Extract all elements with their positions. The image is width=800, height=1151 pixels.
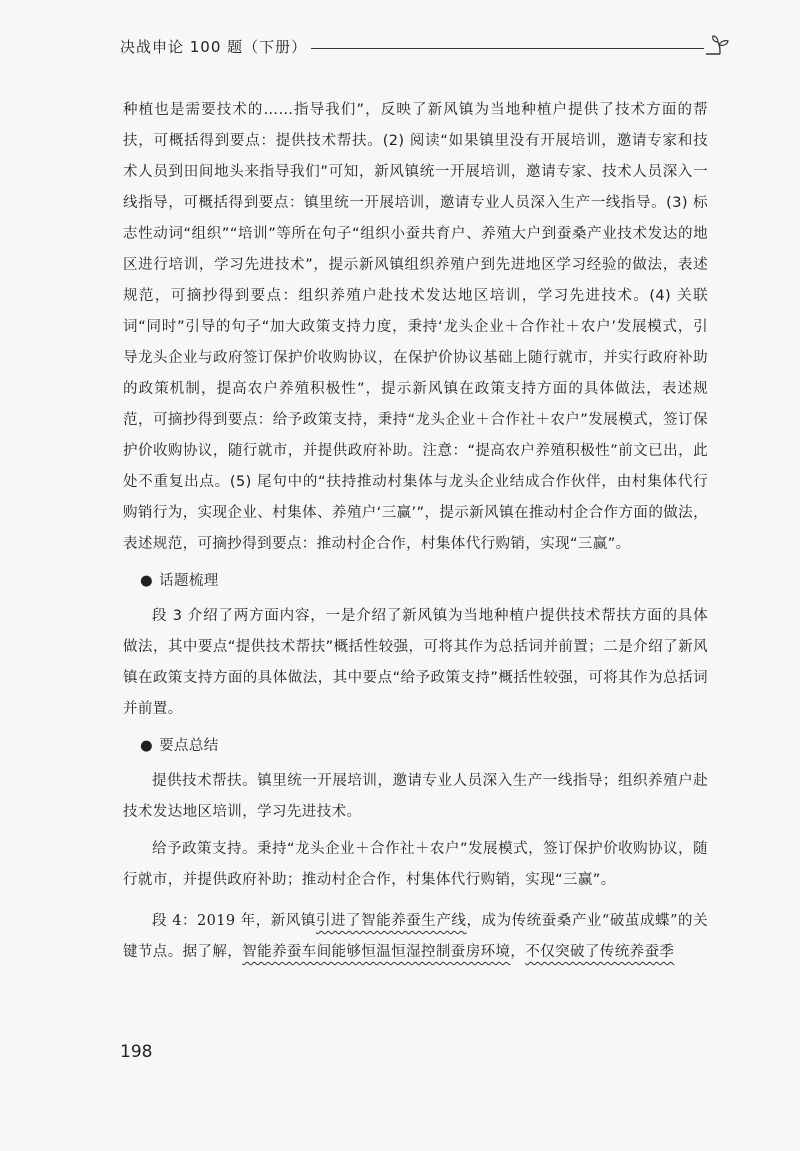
summary-point-2: 给予政策支持。秉持“龙头企业＋合作社＋农户”发展模式，签订保护价收购协议，随行就市，并提供政府补助；推动村企合作，村集体代行购销，实现“三赢”。 xyxy=(123,841,708,888)
summary-heading-text: 要点总结 xyxy=(159,738,219,754)
p4-underline-2: 智能养蚕车间能够恒温恒湿控制蚕房环境 xyxy=(242,944,511,960)
p4-underline-1: 引进了智能养蚕生产线 xyxy=(315,913,467,929)
summary-heading xyxy=(140,731,708,762)
paragraph-4 xyxy=(123,906,708,968)
bullet-icon: ● xyxy=(140,573,154,589)
topic-heading xyxy=(140,566,708,597)
analysis-paragraph: 种植也是需要技术的……指导我们”，反映了新风镇为当地种植户提供了技术方面的帮扶，可概括得到要点：提供技术帮扶。(2) 阅读“如果镇里没有开展培训，邀请专家和技术人员到田间地头来指导我们”可知，新风镇统一开展培训，邀请专家、技术人员深入一线指导，可概括得到要点：镇里统一开展培训，邀请专业人员深入生产一线指导。(3) 标志性动词“组织”“培训”等所在句子“组织小蚕共育户、养殖大户到蚕桑产业技术发达的地区进行培训，学习先进技术”，提示新风镇组织养殖户到先进地区学习经验的做法，表述规范，可摘抄得到要点：组织养殖户赴技术发达地区培训，学习先进技术。(4) 关联词“同时”引导的句子“加大政策支持力度，秉持‘龙头企业＋合作社＋农户’发展模式，引导龙头企业与政府签订保护价收购协议，在保护价协议基础上随行就市，并实行政府补助的政策机制，提高农户养殖积极性”，提示新风镇在政策支持方面的具体做法，表述规范，可摘抄得到要点：给予政策支持，秉持“龙头企业＋合作社＋农户”发展模式，签订保护价收购协议，随行就市，并提供政府补助。注意：“提高农户养殖积极性”前文已出，此处不重复出点。(5) 尾句中的“扶持推动村集体与龙头企业结成合作伙伴，由村集体代行购销行为，实现企业、村集体、养殖户‘三赢’”，提示新风镇在推动村企合作方面的做法，表述规范，可摘抄得到要点：推动村企合作，村集体代行购销，实现“三赢”。 xyxy=(123,102,708,552)
bullet-icon: ● xyxy=(140,738,154,754)
book-title: 决战申论 100 题（下册） xyxy=(120,37,308,56)
topic-heading-text: 话题梳理 xyxy=(159,573,219,589)
running-header xyxy=(120,34,730,58)
page-number: 198 xyxy=(120,1042,153,1062)
topic-paragraph: 段 3 介绍了两方面内容，一是介绍了新风镇为当地种植户提供技术帮扶方面的具体做法，其中要点“提供技术帮扶”概括性较强，可将其作为总括词并前置；二是介绍了新风镇在政策支持方面的具体做法，其中要点“给予政策支持”概括性较强，可将其作为总括词并前置。 xyxy=(123,608,708,717)
p4-underline-3: 不仅突破了传统养蚕季 xyxy=(525,944,675,960)
p4-prefix: 段 4：2019 年，新风镇 xyxy=(152,913,316,929)
sprout-icon xyxy=(704,33,730,59)
p4-comma: ， xyxy=(510,944,526,960)
page-content xyxy=(123,95,708,968)
p4-middle: ，成为传统蚕桑产业“破茧成蝶”的关键节点。据了解， xyxy=(123,913,709,960)
header-rule xyxy=(311,48,704,49)
summary-point-1: 提供技术帮扶。镇里统一开展培训，邀请专业人员深入生产一线指导；组织养殖户赴技术发达地区培训，学习先进技术。 xyxy=(123,773,708,820)
